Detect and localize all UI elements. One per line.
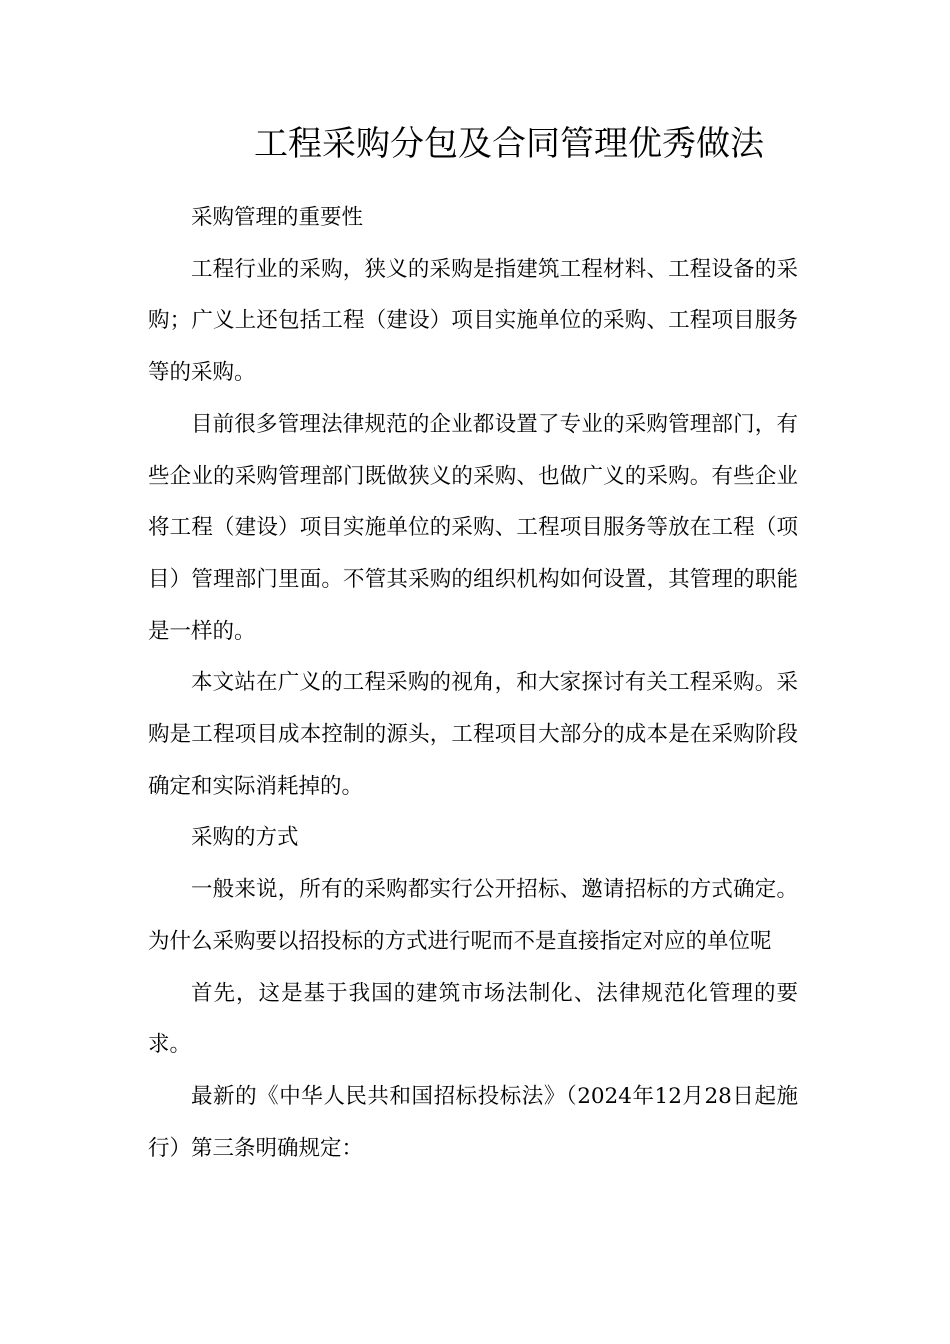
paragraph-definition: 工程行业的采购，狭义的采购是指建筑工程材料、工程设备的采购；广义上还包括工程（建设）项目实施单位的采购、工程项目服务等的采购。 bbox=[148, 256, 798, 386]
section-heading-methods: 采购的方式 bbox=[191, 825, 299, 851]
paragraph-departments: 目前很多管理法律规范的企业都设置了专业的采购管理部门，有些企业的采购管理部门既做狭义的采购、也做广义的采购。有些企业将工程（建设）项目实施单位的采购、工程项目服务等放在工程（项目）管理部门里面。不管其采购的组织机构如何设置，其管理的职能是一样的。 bbox=[148, 411, 798, 644]
paragraph-legal-basis: 首先，这是基于我国的建筑市场法制化、法律规范化管理的要求。 bbox=[148, 980, 798, 1058]
paragraph-bidding: 一般来说，所有的采购都实行公开招标、邀请招标的方式确定。为什么采购要以招投标的方式进行呢而不是直接指定对应的单位呢 bbox=[148, 877, 798, 954]
paragraph-law-citation: 最新的《中华人民共和国招标投标法》（2024年12月28日起施行）第三条明确规定： bbox=[148, 1083, 798, 1161]
section-heading-importance: 采购管理的重要性 bbox=[191, 205, 364, 230]
document-title: 工程采购分包及合同管理优秀做法 bbox=[254, 124, 764, 164]
paragraph-perspective: 本文站在广义的工程采购的视角，和大家探讨有关工程采购。采购是工程项目成本控制的源头，工程项目大部分的成本是在采购阶段确定和实际消耗掉的。 bbox=[148, 670, 798, 799]
document-body bbox=[148, 192, 798, 1174]
